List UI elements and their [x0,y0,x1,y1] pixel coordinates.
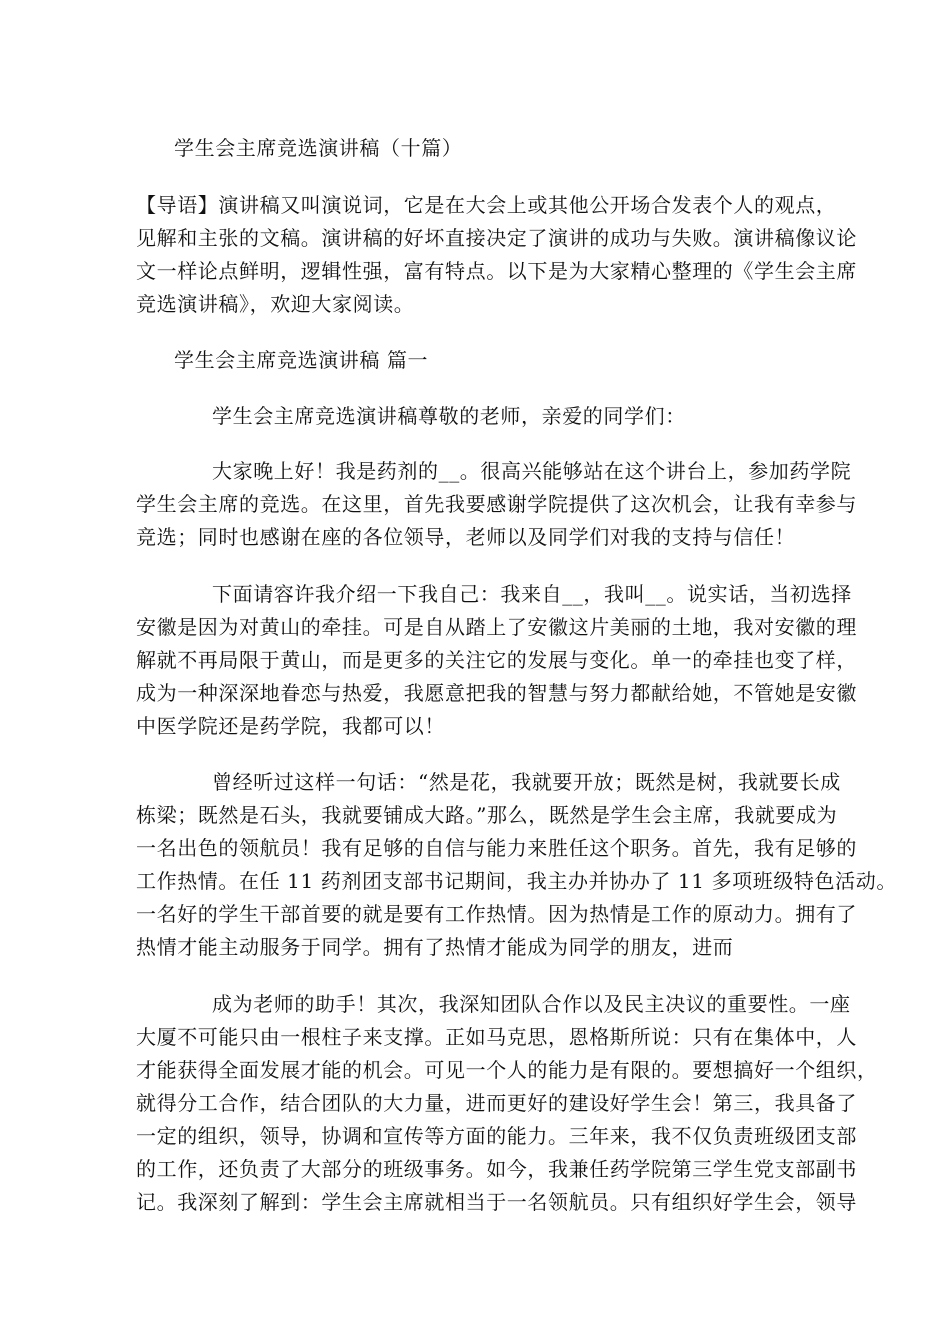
paragraph-line: 的工作，还负责了大部分的班级事务。如今，我兼任药学院第三学生党支部副书 [136,1157,857,1181]
intro-line: 【导语】演讲稿又叫演说词，它是在大会上或其他公开场合发表个人的观点， [136,193,837,217]
paragraph-line: 大家晚上好！我是药剂的__。很高兴能够站在这个讲台上，参加药学院 [212,459,852,483]
paragraph-line: 学生会主席的竞选。在这里，首先我要感谢学院提供了这次机会，让我有幸参与 [136,492,857,516]
paragraph-line: 解就不再局限于黄山，而是更多的关注它的发展与变化。单一的牵挂也变了样， [136,648,857,672]
greeting-line: 学生会主席竞选演讲稿尊敬的老师，亲爱的同学们： [212,404,686,428]
paragraph-line: 中医学院还是药学院，我都可以！ [136,714,445,738]
paragraph-line: 才能获得全面发展才能的机会。可见一个人的能力是有限的。要想搞好一个组织， [136,1058,878,1082]
paragraph-line: 曾经听过这样一句话：“然是花，我就要开放；既然是树，我就要长成 [212,770,841,794]
paragraph-line: 记。我深刻了解到：学生会主席就相当于一名领航员。只有组织好学生会，领导 [136,1190,857,1214]
paragraph-line: 竞选；同时也感谢在座的各位领导，老师以及同学们对我的支持与信任！ [136,525,796,549]
paragraph-line: 一名出色的领航员！我有足够的自信与能力来胜任这个职务。首先，我有足够的 [136,836,857,860]
paragraph-line: 大厦不可能只由一根柱子来支撑。正如马克思，恩格斯所说：只有在集体中，人 [136,1025,857,1049]
paragraph-line: 安徽是因为对黄山的牵挂。可是自从踏上了安徽这片美丽的土地，我对安徽的理 [136,615,857,639]
document-title: 学生会主席竞选演讲稿（十篇） [174,136,463,160]
paragraph-line: 栋梁；既然是石头，我就要铺成大路。”那么，既然是学生会主席，我就要成为 [136,803,838,827]
paragraph-line: 工作热情。在任 11 药剂团支部书记期间，我主办并协办了 11 多项班级特色活动。 [136,869,897,893]
paragraph-line: 一名好的学生干部首要的就是要有工作热情。因为热情是工作的原动力。拥有了 [136,902,857,926]
paragraph-line: 成为一种深深地眷恋与热爱，我愿意把我的智慧与努力都献给她，不管她是安徽 [136,681,857,705]
paragraph-line: 热情才能主动服务于同学。拥有了热情才能成为同学的朋友，进而 [136,935,734,959]
intro-line: 见解和主张的文稿。演讲稿的好坏直接决定了演讲的成功与失败。演讲稿像议论 [136,226,857,250]
intro-line: 竞选演讲稿》，欢迎大家阅读。 [136,292,415,316]
section-heading: 学生会主席竞选演讲稿 篇一 [174,348,429,372]
paragraph-line: 成为老师的助手！其次，我深知团队合作以及民主决议的重要性。一座 [212,992,851,1016]
paragraph-line: 下面请容许我介绍一下我自己：我来自__，我叫__。说实话，当初选择 [212,582,852,606]
intro-line: 文一样论点鲜明，逻辑性强，富有特点。以下是为大家精心整理的《学生会主席 [136,259,857,283]
paragraph-line: 一定的组织，领导，协调和宣传等方面的能力。三年来，我不仅负责班级团支部 [136,1124,857,1148]
paragraph-line: 就得分工合作，结合团队的大力量，进而更好的建设好学生会！第三，我具备了 [136,1091,857,1115]
